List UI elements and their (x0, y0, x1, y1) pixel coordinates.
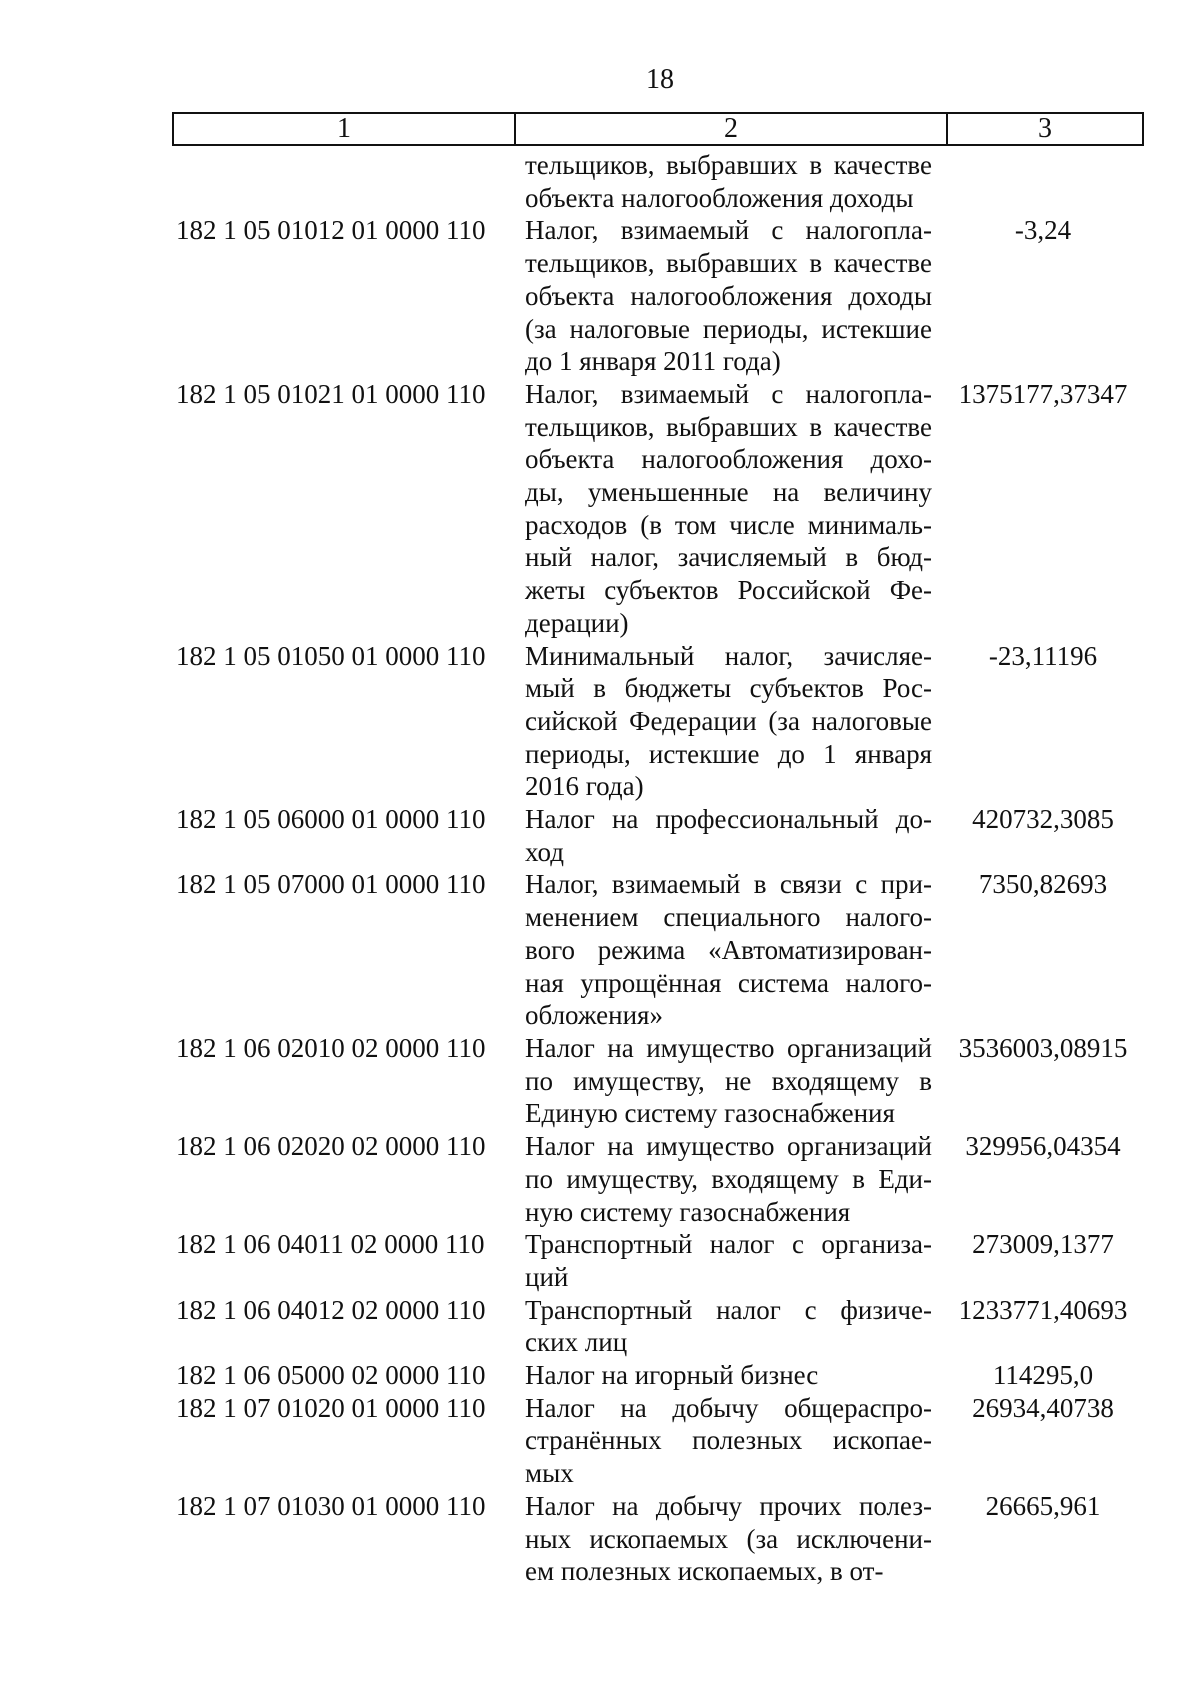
table-row (172, 1490, 1144, 1588)
description-line: тельщиков, выбравших в качестве (525, 150, 932, 180)
table-body (172, 149, 1144, 1588)
table-row (172, 1392, 1144, 1490)
description-line: ный налог, зачисляемый в бюд- (525, 542, 932, 573)
table-row (172, 1359, 1144, 1392)
description-line: (за налоговые периоды, истекшие (525, 313, 932, 344)
description-line: Налог на добычу прочих полез- (525, 1490, 932, 1521)
description-line: Единую систему газоснабжения (525, 1098, 895, 1129)
description-line: ды, уменьшенные на величину (525, 477, 932, 508)
amount-value: -3,24 (1014, 215, 1072, 246)
budget-code: 182 1 05 01021 01 0000 110 (176, 378, 486, 409)
description-line: до 1 января 2011 года) (525, 346, 781, 377)
description-line: Налог, взимаемый в связи с при- (525, 869, 932, 900)
budget-code: 182 1 05 01012 01 0000 110 (176, 215, 486, 246)
description-line: ных ископаемых (за исключени- (525, 1523, 932, 1554)
table-header-row (172, 112, 1144, 146)
description-line: ций (525, 1261, 569, 1292)
income-description (512, 1228, 942, 1293)
description-line: ход (525, 836, 564, 867)
header-col-2: 2 (516, 114, 948, 144)
description-line: периоды, истекшие до 1 января (525, 738, 932, 769)
description-line: Налог на добычу общераспро- (525, 1392, 932, 1423)
income-description (512, 640, 942, 804)
table-row (172, 1032, 1144, 1130)
description-line: тельщиков, выбравших в качестве (525, 411, 932, 442)
description-line: мый в бюджеты субъектов Рос- (525, 673, 932, 704)
amount-value: 114295,0 (992, 1360, 1094, 1391)
description-line: объекта налогообложения доходы (525, 280, 932, 311)
amount-value: 7350,82693 (978, 869, 1108, 900)
description-line: Налог, взимаемый с налогопла- (525, 215, 932, 246)
table-row (172, 149, 1144, 214)
description-line: тельщиков, выбравших в качестве (525, 248, 932, 279)
description-line: Минимальный налог, зачисляе- (525, 640, 932, 671)
budget-code: 182 1 06 02020 02 0000 110 (176, 1131, 486, 1162)
budget-code: 182 1 05 07000 01 0000 110 (176, 869, 486, 900)
description-line: странённых полезных ископае- (525, 1425, 932, 1456)
description-line: мых (525, 1458, 574, 1489)
table-row (172, 1228, 1144, 1293)
description-line: 2016 года) (525, 771, 644, 802)
description-line: Налог на профессиональный до- (525, 804, 932, 835)
description-line: по имуществу, входящему в Еди- (525, 1163, 932, 1194)
income-description (512, 149, 942, 214)
amount-value: 273009,1377 (972, 1229, 1114, 1260)
amount-value: 420732,3085 (972, 804, 1114, 835)
description-line: Транспортный налог с физиче- (525, 1294, 932, 1325)
description-line: обложения» (525, 1000, 663, 1031)
description-line: объекта налогообложения доходы (525, 182, 914, 213)
amount-value: 26934,40738 (972, 1392, 1114, 1423)
budget-code: 182 1 07 01030 01 0000 110 (176, 1490, 486, 1521)
income-description (512, 1359, 942, 1392)
table-row (172, 378, 1144, 640)
amount-value: -23,11196 (988, 640, 1098, 671)
table-row (172, 640, 1144, 804)
amount-value: 1233771,40693 (958, 1294, 1128, 1325)
income-description (512, 1294, 942, 1359)
income-description (512, 1392, 942, 1490)
amount-value: 26665,961 (985, 1490, 1101, 1521)
header-col-1: 1 (174, 114, 516, 144)
amount-value: 329956,04354 (965, 1131, 1121, 1162)
description-line: Налог на игорный бизнес (525, 1360, 819, 1391)
header-col-3: 3 (1038, 113, 1052, 144)
description-line: ная упрощённая система налого- (525, 967, 932, 998)
budget-code: 182 1 06 04012 02 0000 110 (176, 1294, 486, 1325)
description-line: ем полезных ископаемых, в от- (525, 1556, 884, 1587)
amount-value: 3536003,08915 (958, 1032, 1128, 1063)
budget-code: 182 1 05 06000 01 0000 110 (176, 804, 486, 835)
description-line: по имуществу, не входящему в (525, 1065, 932, 1096)
budget-code: 182 1 06 05000 02 0000 110 (176, 1360, 486, 1391)
description-line: ную систему газоснабжения (525, 1196, 851, 1227)
table-row (172, 803, 1144, 868)
income-description (512, 378, 942, 640)
table-row (172, 1130, 1144, 1228)
budget-code: 182 1 06 02010 02 0000 110 (176, 1032, 486, 1063)
description-line: сийской Федерации (за налоговые (525, 705, 932, 736)
budget-code: 182 1 06 04011 02 0000 110 (176, 1229, 485, 1260)
table-row (172, 868, 1144, 1032)
income-description (512, 868, 942, 1032)
description-line: дерации) (525, 607, 629, 638)
description-line: жеты субъектов Российской Фе- (525, 575, 932, 606)
page-number: 18 (646, 64, 674, 95)
description-line: объекта налогообложения дохо- (525, 444, 932, 475)
description-line: вого режима «Автоматизирован- (525, 934, 932, 965)
table-row (172, 214, 1144, 378)
description-line: Транспортный налог с организа- (525, 1229, 932, 1260)
income-description (512, 803, 942, 868)
income-description (512, 1032, 942, 1130)
budget-code: 182 1 07 01020 01 0000 110 (176, 1392, 486, 1423)
description-line: менением специального налого- (525, 902, 932, 933)
description-line: Налог на имущество организаций (525, 1032, 932, 1063)
description-line: расходов (в том числе минималь- (525, 509, 932, 540)
income-description (512, 1130, 942, 1228)
income-description (512, 1490, 942, 1588)
amount-value: 1375177,37347 (958, 378, 1128, 409)
budget-code: 182 1 05 01050 01 0000 110 (176, 640, 486, 671)
description-line: Налог на имущество организаций (525, 1131, 932, 1162)
table-row (172, 1294, 1144, 1359)
income-description (512, 214, 942, 378)
description-line: ских лиц (525, 1327, 628, 1358)
description-line: Налог, взимаемый с налогопла- (525, 378, 932, 409)
